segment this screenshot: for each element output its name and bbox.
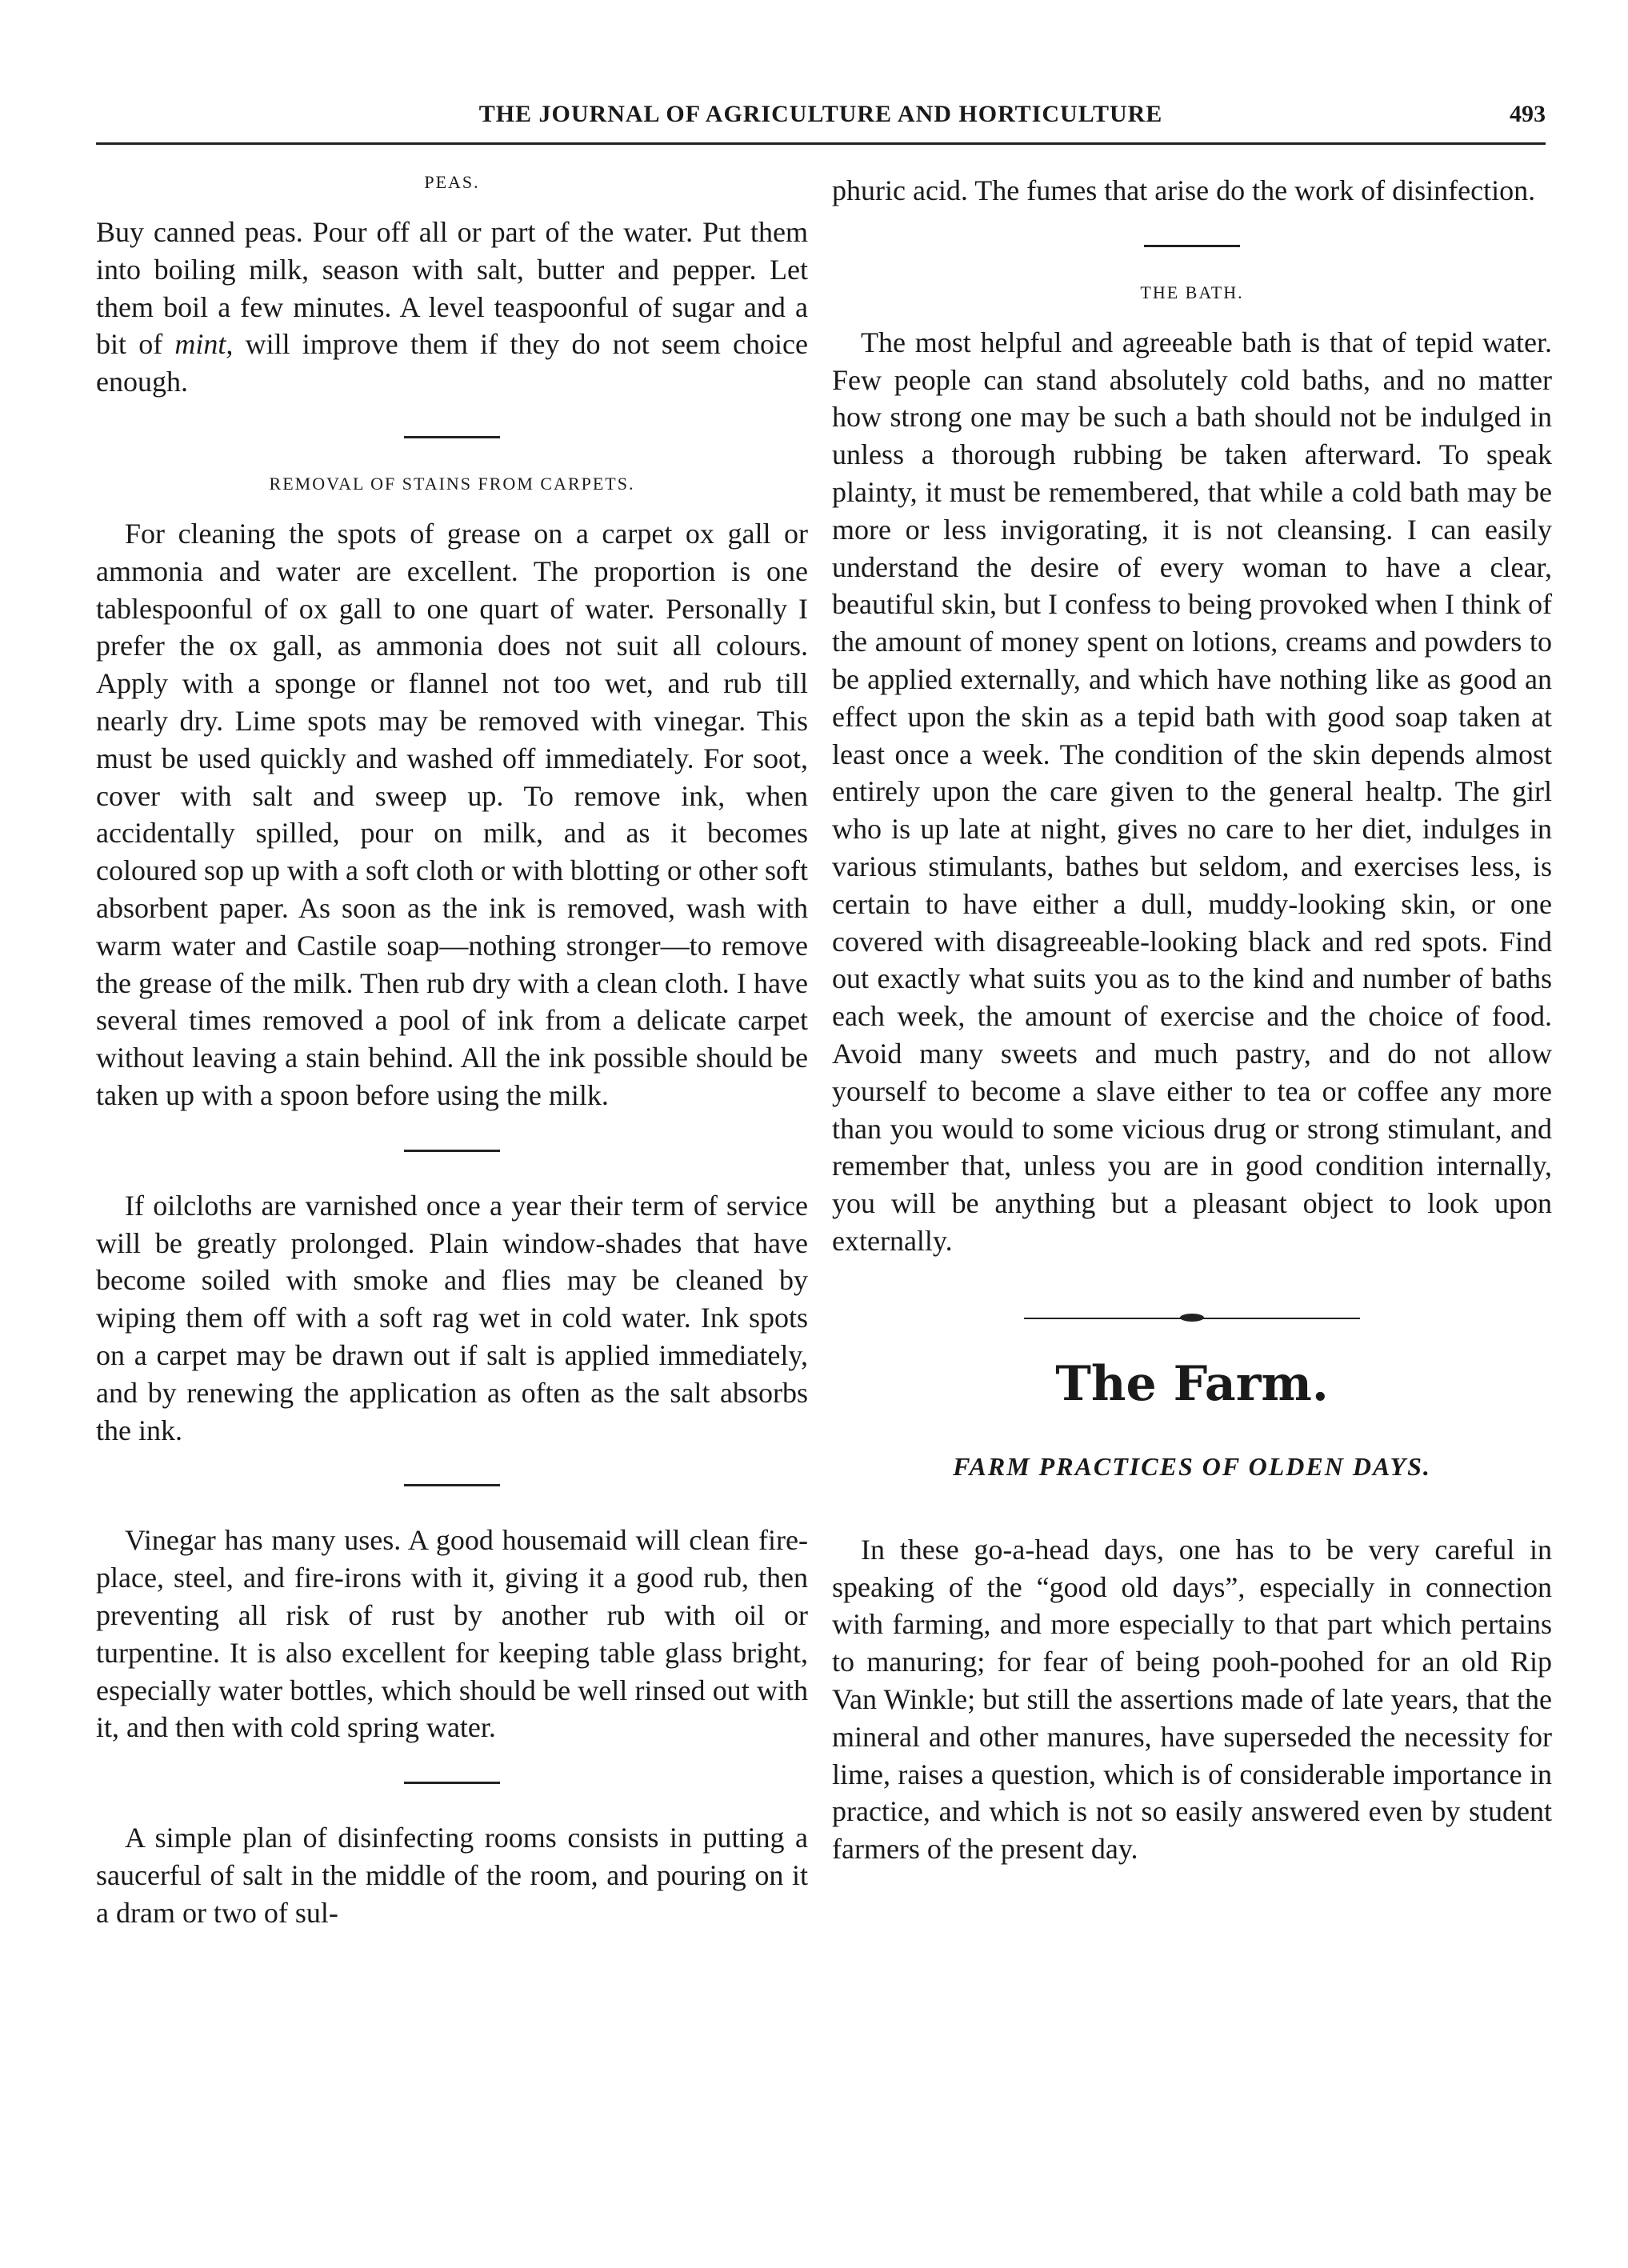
ornamental-rule [1024, 1318, 1360, 1324]
right-column [832, 172, 1552, 2228]
section-title-stains: REMOVAL OF STAINS FROM CARPETS. [269, 473, 635, 494]
section-divider [404, 436, 500, 438]
paragraph-disinfecting: A simple plan of disinfecting rooms consists in putting a saucerful of salt in the middle of the room, and pouring on it a dram or two of sul- [96, 1822, 808, 1929]
section-divider [404, 1782, 500, 1784]
section-title-bath: THE BATH. [1140, 282, 1244, 302]
article-title: FARM PRACTICES OF OLDEN DAYS. [953, 1451, 1431, 1481]
left-column [96, 172, 808, 2228]
department-title: The Farm. [1055, 1355, 1329, 1412]
page-header [96, 94, 1546, 145]
paragraph-oilcloths: If oilcloths are varnished once a year their term of service will be greatly prolonged. Plain window-shades that have become soiled with smoke and flies may be cleaned by wiping them off with a soft rag wet in cold water. Ink spots on a carpet may be drawn out if salt is applied immediately, and by renewing the application as often as the salt absorbs the ink. [96, 1189, 808, 1446]
paragraph-stains: For cleaning the spots of grease on a carpet ox gall or ammonia and water are excellent. The proportion is one tablespoonful of ox gall to one quart of water. Personally I prefer the ox gall, as ammonia does not suit all colours. Apply with a sponge or flannel not too wet, and rub till nearly dry. Lime spots may be removed with vinegar. This must be used quickly and washed off immediately. For soot, cover with salt and sweep up. To remove ink, when accidentally spilled, pour on milk, and as it becomes coloured sop up with a soft cloth or with blotting or other soft absorbent paper. As soon as the ink is removed, wash with warm water and Castile soap—nothing stronger—to remove the grease of the milk. Then rub dry with a clean cloth. I have several times removed a pool of ink from a delicate carpet without leaving a stain behind. All the ink possible should be taken up with a spoon before using the milk. [96, 517, 808, 1111]
running-title: THE JOURNAL OF AGRICULTURE AND HORTICULTURE [478, 101, 1163, 127]
section-divider [404, 1484, 500, 1486]
paragraph-disinfecting-continued: phuric acid. The fumes that arise do the work of disinfection. [832, 174, 1536, 206]
paragraph-peas: Buy canned peas. Pour off all or part of the water. Put them into boiling milk, season with salt, butter and pepper. Let them boil a few minutes. A level teaspoonful of sugar and a bit of mint, will improve them if they do not seem choice enough. [96, 216, 808, 398]
paragraph-vinegar: Vinegar has many uses. A good housemaid will clean fire-place, steel, and fire-irons with it, giving it a good rub, then preventing all risk of rust by another rub with oil or turpentine. It is also excellent for keeping table glass bright, especially water bottles, which should be well rinsed out with it, and then with cold spring water. [96, 1524, 808, 1744]
section-title-peas: PEAS. [424, 172, 480, 192]
section-divider [404, 1150, 500, 1152]
section-divider [1144, 245, 1240, 247]
paragraph-farm: In these go-a-head days, one has to be very careful in speaking of the “good old days”, especially in connection with farming, and more especially to that part which pertains to manuring; for fear of being pooh-poohed for an old Rip Van Winkle; but still the assertions made of late years, that the mineral and other manures, have superseded the necessity for lime, raises a question, which is of considerable importance in practice, and which is not so easily answered even by student farmers of the present day. [832, 1533, 1552, 1866]
paragraph-bath: The most helpful and agreeable bath is that of tepid water. Few people can stand absolutely cold baths, and no matter how strong one may be such a bath should not be indulged in unless a thorough rubbing be taken afterward. To speak plainty, it must be remembered, that while a cold bath may be more or less invigorating, it is not cleansing. I can easily understand the desire of every woman to have a clear, beautiful skin, but I confess to being provoked when I think of the amount of money spent on lotions, creams and powders to be applied externally, and which have nothing like as good an effect upon the skin as a tepid bath with good soap taken at least once a week. The condition of the skin depends almost entirely upon the care given to the general healtp. The girl who is up late at night, gives no care to her diet, indulges in various stimulants, bathes but seldom, and exercises less, is certain to have either a dull, muddy-looking skin, or one covered with disagreeable-looking black and red spots. Find out exactly what suits you as to the kind and number of baths each week, the amount of exercise and the choice of food. Avoid many sweets and much pastry, and do not allow yourself to become a slave either to tea or coffee any more than you would to some vicious drug or strong stimulant, and remember that, unless you are in good condition internally, you will be anything but a pleasant object to look upon externally. [832, 326, 1552, 1257]
page-number: 493 [1510, 101, 1546, 127]
